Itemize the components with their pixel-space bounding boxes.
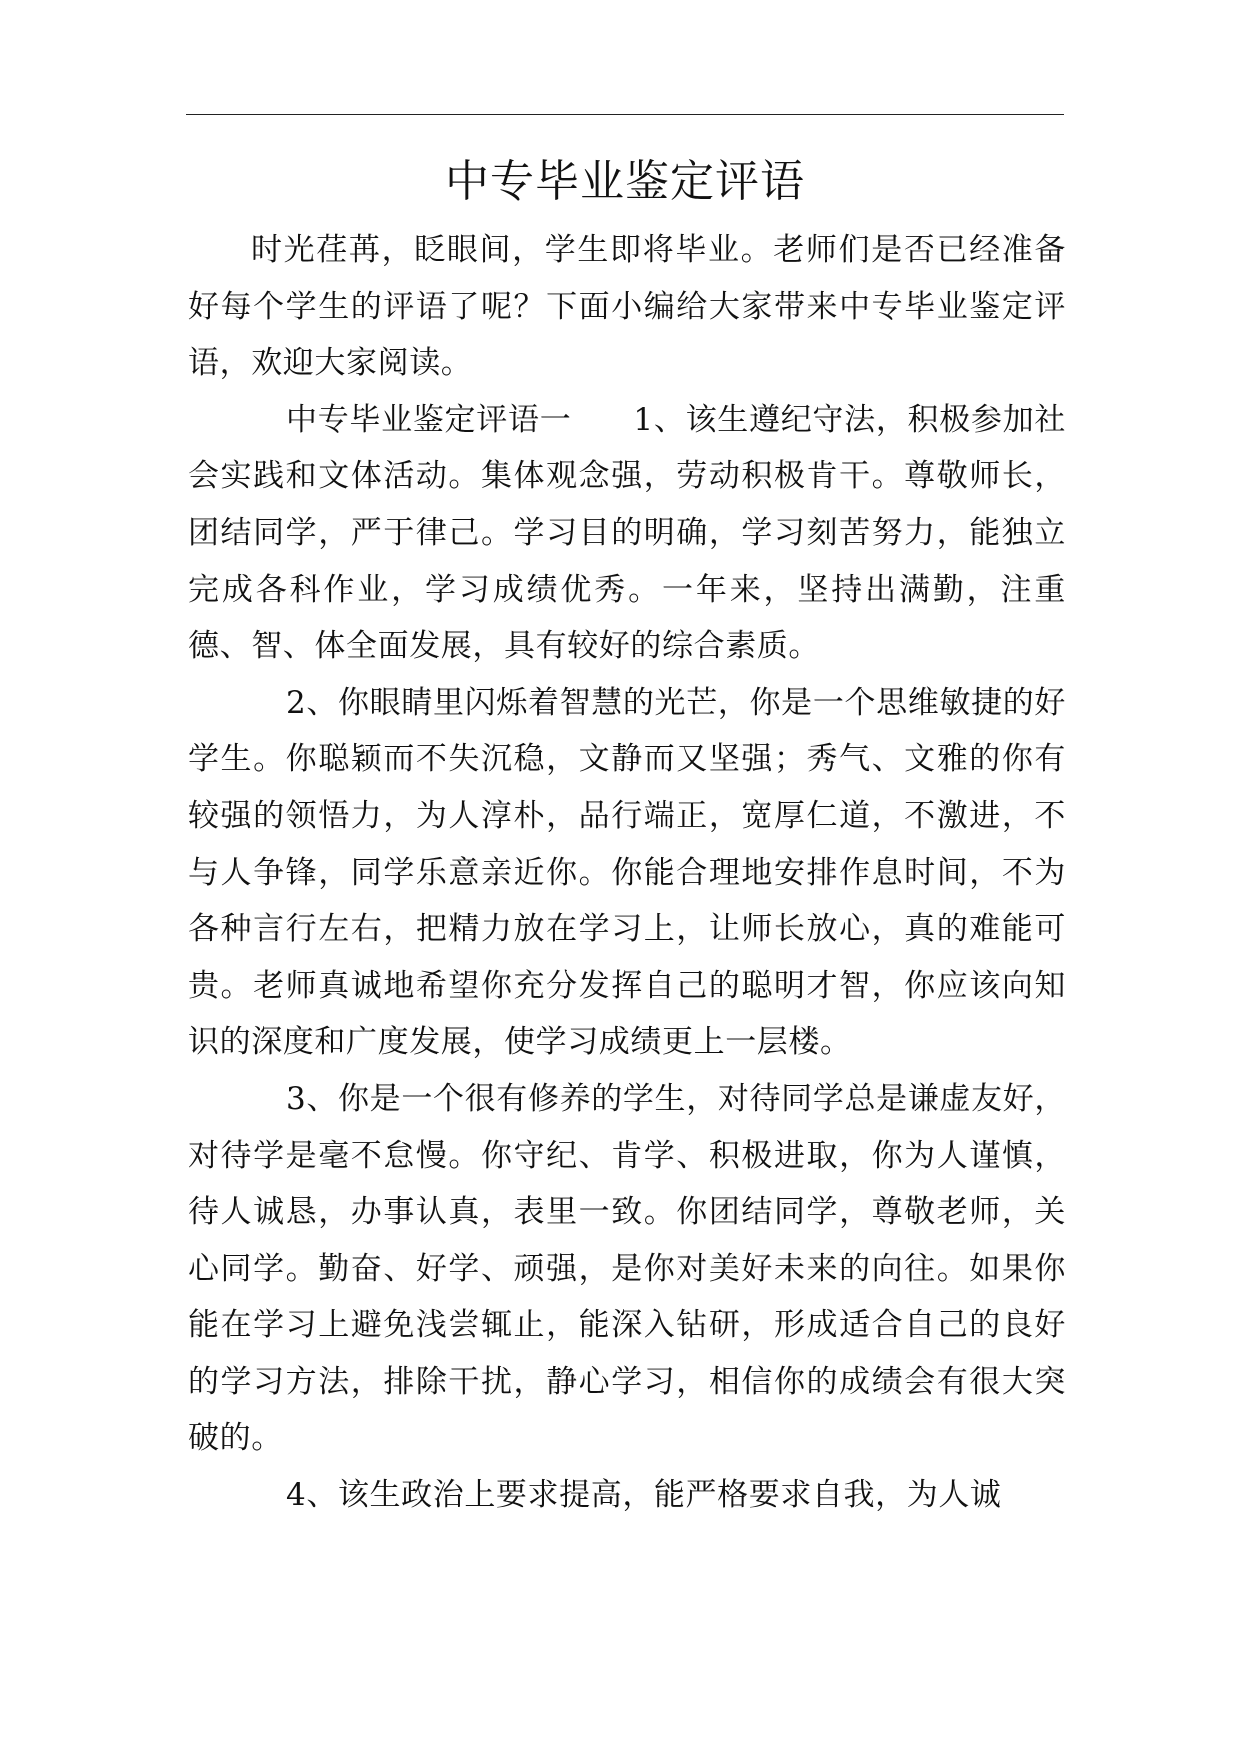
document-body bbox=[188, 222, 1066, 1524]
section-paragraph bbox=[188, 392, 1066, 675]
comment-item-1: 1、该生遵纪守法，积极参加社会实践和文体活动。集体观念强，劳动积极肯干。尊敬师长，团结同学，严于律己。学习目的明确，学习刻苦努力，能独立完成各科作业，学习成绩优秀。一年来，坚持出满勤，注重德、智、体全面发展，具有较好的综合素质。 bbox=[188, 401, 1067, 665]
comment-item-4: 4、该生政治上要求提高，能严格要求自我，为人诚 bbox=[286, 1477, 1002, 1514]
document-title: 中专毕业鉴定评语 bbox=[445, 156, 805, 207]
header-rule bbox=[186, 114, 1064, 115]
intro-paragraph: 时光荏苒，眨眼间，学生即将毕业。老师们是否已经准备好每个学生的评语了呢？下面小编给大家带来中专毕业鉴定评语，欢迎大家阅读。 bbox=[188, 232, 1066, 382]
comment-item-3: 3、你是一个很有修养的学生，对待同学总是谦虚友好，对待学是毫不怠慢。你守纪、肯学、积极进取，你为人谨慎，待人诚恳，办事认真，表里一致。你团结同学，尊敬老师，关心同学。勤奋、好学、顽强，是你对美好未来的向往。如果你能在学习上避免浅尝辄止，能深入钻研，形成适合自己的良好的学习方法，排除干扰，静心学习，相信你的成绩会有很大突破的。 bbox=[188, 1080, 1066, 1457]
comment-item-2: 2、你眼睛里闪烁着智慧的光芒，你是一个思维敏捷的好学生。你聪颖而不失沉稳，文静而又坚强；秀气、文雅的你有较强的领悟力，为人淳朴，品行端正，宽厚仁道，不激进，不与人争锋，同学乐意亲近你。你能合理地安排作息时间，不为各种言行左右，把精力放在学习上，让师长放心，真的难能可贵。老师真诚地希望你充分发挥自己的聪明才智，你应该向知识的深度和广度发展，使学习成绩更上一层楼。 bbox=[188, 684, 1066, 1061]
section-heading: 中专毕业鉴定评语一 bbox=[286, 401, 572, 438]
